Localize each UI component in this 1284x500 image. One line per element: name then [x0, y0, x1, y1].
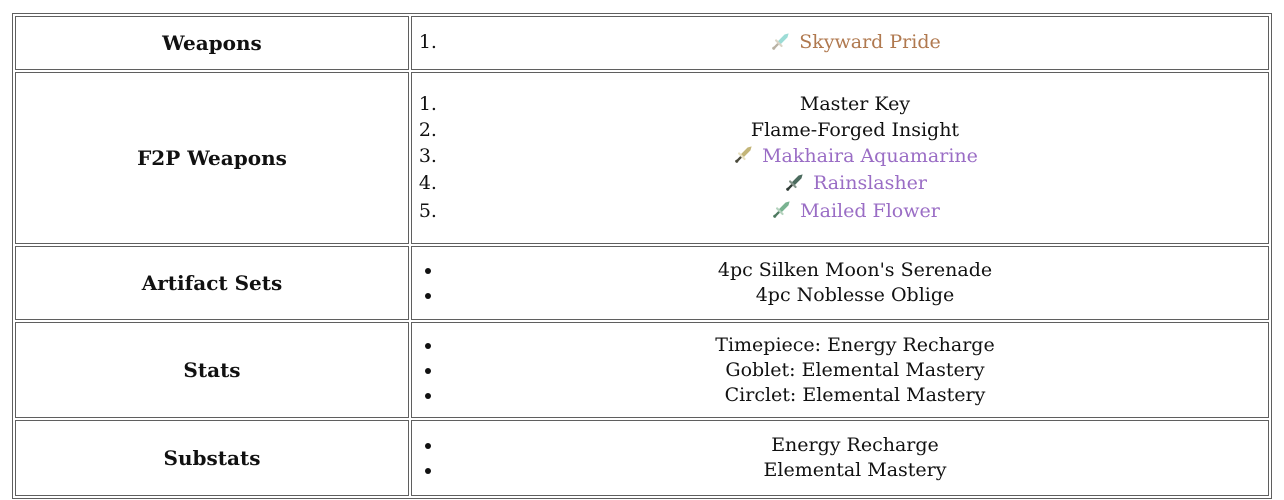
weapon-link-skyward-pride[interactable]: Skyward Pride: [799, 31, 941, 54]
row-header-substats: Substats: [15, 420, 409, 496]
substat-entry: Energy Recharge: [771, 434, 939, 456]
artifact-set-name: 4pc Silken Moon's Serenade: [717, 259, 993, 281]
weapon-link-rainslasher[interactable]: Rainslasher: [813, 172, 927, 195]
claymore-icon: [732, 141, 755, 168]
stat-entry: Goblet: Elemental Mastery: [725, 358, 985, 381]
row-value-f2p-weapons: [411, 72, 1269, 244]
table-row-substats: [15, 420, 1269, 496]
artifact-set-name: 4pc Noblesse Oblige: [755, 284, 955, 306]
weapons-list: [413, 29, 1267, 57]
list-item: [443, 433, 1267, 458]
table-row-stats: [15, 322, 1269, 418]
row-header-f2p-weapons: F2P Weapons: [15, 72, 409, 244]
row-value-substats: [411, 420, 1269, 496]
list-item: [443, 458, 1267, 483]
table-row-artifact-sets: [15, 246, 1269, 320]
weapon-link-makhaira-aquamarine[interactable]: Makhaira Aquamarine: [762, 144, 978, 167]
row-value-weapons: [411, 16, 1269, 70]
row-header-artifact-sets: Artifact Sets: [15, 246, 409, 320]
f2p-weapons-list: [413, 91, 1267, 226]
weapon-name: Flame-Forged Insight: [750, 118, 960, 141]
stat-entry: Timepiece: Energy Recharge: [715, 333, 995, 356]
stats-list: [413, 333, 1267, 408]
list-item: [443, 143, 1267, 171]
row-header-weapons: Weapons: [15, 16, 409, 70]
table-row-weapons: [15, 16, 1269, 70]
character-build-table: [12, 13, 1272, 499]
list-item: [443, 333, 1267, 358]
list-item: [443, 258, 1267, 283]
table-row-f2p-weapons: [15, 72, 1269, 244]
claymore-icon: [769, 28, 792, 55]
list-item: [443, 283, 1267, 308]
row-value-artifact-sets: [411, 246, 1269, 320]
artifact-sets-list: [413, 258, 1267, 308]
substats-list: [413, 433, 1267, 483]
claymore-icon: [770, 196, 793, 223]
list-item: [443, 29, 1267, 57]
weapon-name: Master Key: [799, 92, 911, 115]
list-item: [443, 170, 1267, 198]
stat-entry: Circlet: Elemental Mastery: [724, 383, 986, 406]
weapon-link-mailed-flower[interactable]: Mailed Flower: [800, 199, 940, 222]
list-item: [443, 91, 1267, 117]
list-item: [443, 117, 1267, 143]
list-item: [443, 383, 1267, 408]
row-header-stats: Stats: [15, 322, 409, 418]
row-value-stats: [411, 322, 1269, 418]
list-item: [443, 358, 1267, 383]
substat-entry: Elemental Mastery: [763, 459, 947, 481]
list-item: [443, 198, 1267, 226]
claymore-icon: [783, 169, 806, 196]
